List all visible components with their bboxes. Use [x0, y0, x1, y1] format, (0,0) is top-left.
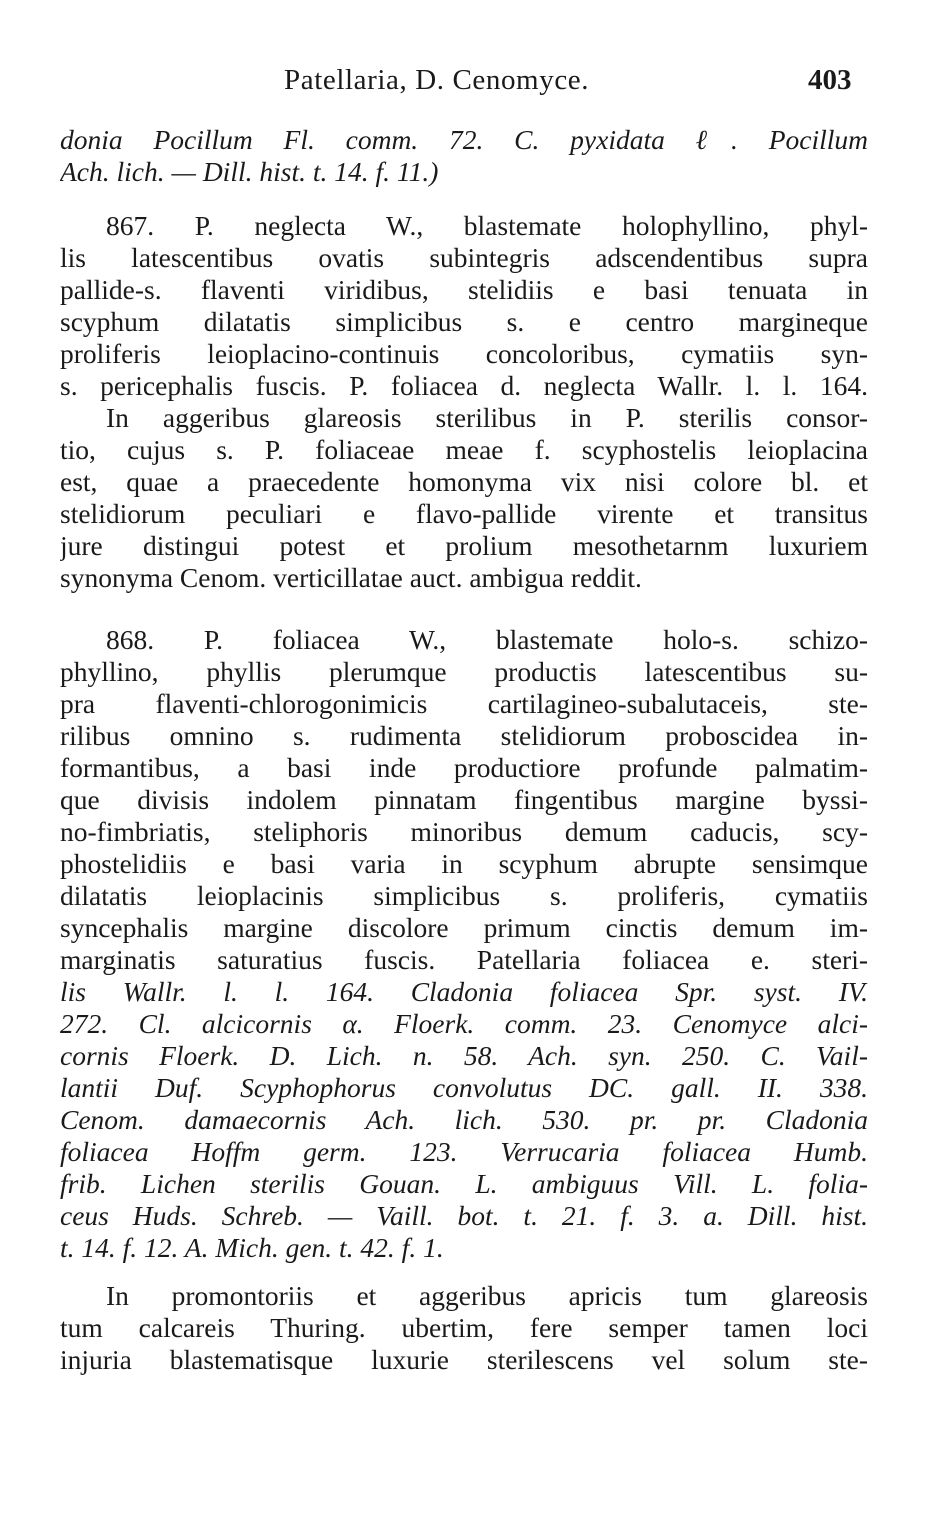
text-line: phyllino, phyllis plerumque productis latescentibus su-	[60, 656, 868, 687]
text-line: synonyma Cenom. verticillatae auct. ambigua reddit.	[60, 562, 642, 593]
text-line: marginatis saturatius fuscis. Patellaria foliacea e. steri-	[60, 944, 868, 975]
text-line: cornis Floerk. D. Lich. n. 58. Ach. syn. 250. C. Vail-	[60, 1040, 868, 1071]
text-line: stelidiorum peculiari e flavo-pallide virente et transitus	[60, 498, 868, 529]
entry-heading-line: 867. P. neglecta W., blastemate holophyllino, phyl-	[106, 210, 868, 241]
text-line: dilatatis leioplacinis simplicibus s. proliferis, cymatiis	[60, 880, 868, 911]
text-line: rilibus omnino s. rudimenta stelidiorum proboscidea in-	[60, 720, 868, 751]
text-line: tio, cujus s. P. foliaceae meae f. scyphostelis leioplacina	[60, 434, 868, 465]
page-number: 403	[808, 64, 852, 96]
text-line: phostelidiis e basi varia in scyphum abrupte sensimque	[60, 848, 868, 879]
text-line: injuria blastematisque luxurie sterilescens vel solum ste-	[60, 1344, 868, 1375]
text-line: no-fimbriatis, steliphoris minoribus demum caducis, scy-	[60, 816, 868, 847]
text-line: frib. Lichen sterilis Gouan. L. ambiguus Vill. L. folia-	[60, 1168, 868, 1199]
text-line: In promontoriis et aggeribus apricis tum glareosis	[106, 1280, 868, 1311]
entry-867	[60, 210, 868, 594]
text-line: In aggeribus glareosis sterilibus in P. sterilis consor-	[106, 402, 868, 433]
page-header	[0, 64, 930, 108]
text-line: est, quae a praecedente homonyma vix nisi colore bl. et	[60, 466, 868, 497]
text-line: jure distingui potest et prolium mesothetarnm luxuriem	[60, 530, 868, 561]
text-line: 272. Cl. alcicornis α. Floerk. comm. 23. Cenomyce alci-	[60, 1008, 868, 1039]
text-line: que divisis indolem pinnatam fingentibus margine byssi-	[60, 784, 868, 815]
text-line: lis Wallr. l. l. 164. Cladonia foliacea Spr. syst. IV.	[60, 976, 868, 1007]
text-line: Ach. lich. — Dill. hist. t. 14. f. 11.)	[60, 156, 439, 187]
text-line: syncephalis margine discolore primum cinctis demum im-	[60, 912, 868, 943]
text-line: lantii Duf. Scyphophorus convolutus DC. gall. II. 338.	[60, 1072, 868, 1103]
text-line: scyphum dilatatis simplicibus s. e centro margineque	[60, 306, 868, 337]
text-line: s. pericephalis fuscis. P. foliacea d. neglecta Wallr. l. l. 164.	[60, 370, 868, 401]
text-line: pallide-s. flaventi viridibus, stelidiis e basi tenuata in	[60, 274, 868, 305]
habitat-paragraph	[60, 1280, 868, 1376]
text-line: ceus Huds. Schreb. — Vaill. bot. t. 21. f. 3. a. Dill. hist.	[60, 1200, 868, 1231]
entry-continuation	[60, 124, 868, 188]
text-line: lis latescentibus ovatis subintegris adscendentibus supra	[60, 242, 868, 273]
entry-868	[60, 624, 868, 1264]
text-line: proliferis leioplacino-continuis concoloribus, cymatiis syn-	[60, 338, 868, 369]
text-line: tum calcareis Thuring. ubertim, fere semper tamen loci	[60, 1312, 868, 1343]
text-line: pra flaventi-chlorogonimicis cartilagineo-subalutaceis, ste-	[60, 688, 868, 719]
running-head: Patellaria, D. Cenomyce.	[284, 64, 590, 96]
entry-heading-line: 868. P. foliacea W., blastemate holo-s. schizo-	[106, 624, 868, 655]
text-line: foliacea Hoffm germ. 123. Verrucaria foliacea Humb.	[60, 1136, 868, 1167]
text-line: t. 14. f. 12. A. Mich. gen. t. 42. f. 1.	[60, 1232, 444, 1263]
text-line: donia Pocillum Fl. comm. 72. C. pyxidata ℓ. Pocillum	[60, 124, 868, 155]
text-line: formantibus, a basi inde productiore profunde palmatim-	[60, 752, 868, 783]
text-line: Cenom. damaecornis Ach. lich. 530. pr. pr. Cladonia	[60, 1104, 868, 1135]
